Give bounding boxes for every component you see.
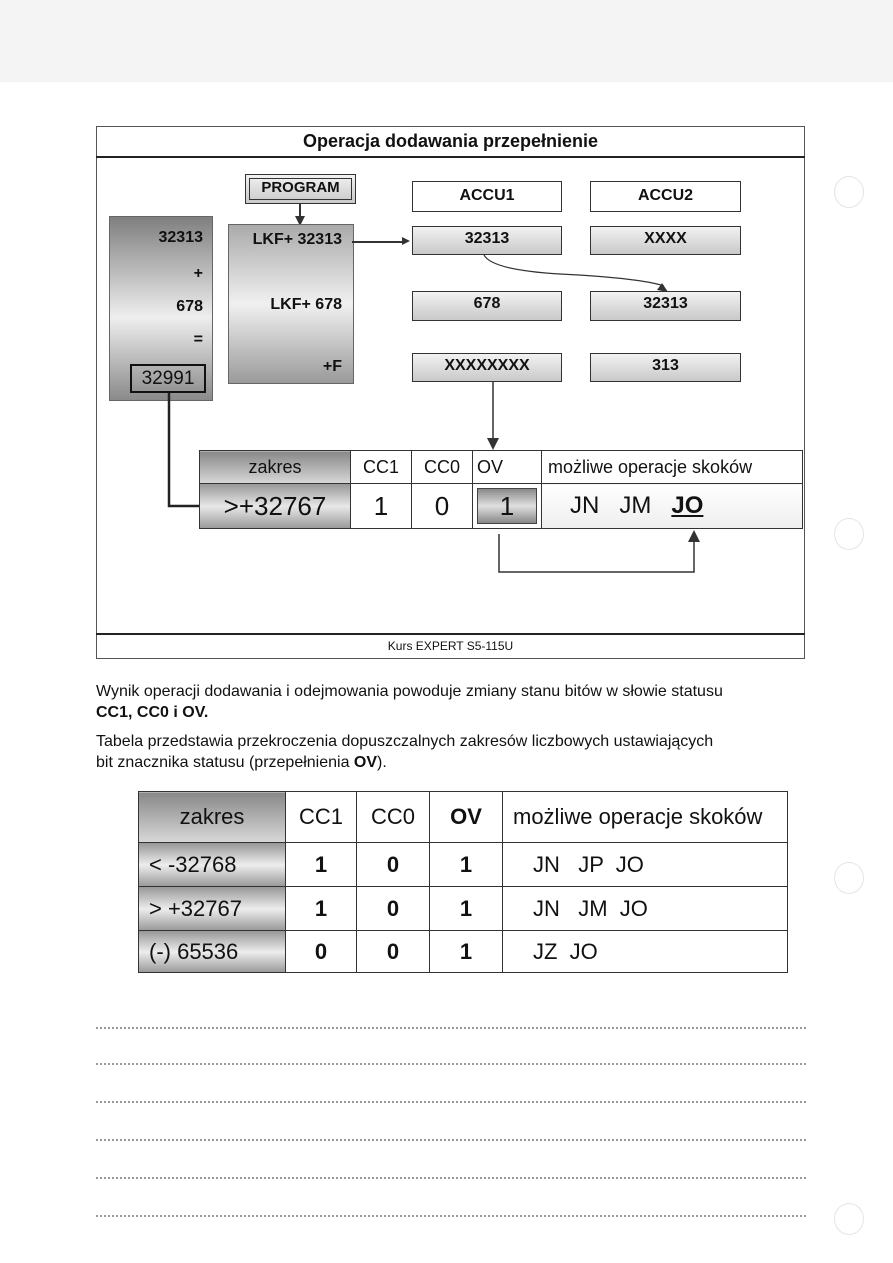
paragraph-2-ov: OV bbox=[353, 754, 378, 771]
note-line bbox=[96, 1101, 806, 1103]
note-line bbox=[96, 1139, 806, 1141]
slide-footer: Kurs EXPERT S5-115U bbox=[387, 639, 514, 653]
header-zakres: zakres bbox=[200, 451, 351, 484]
paragraph-2-end: ). bbox=[377, 754, 387, 771]
accu1-value-1: 32313 bbox=[412, 226, 562, 255]
result-connector bbox=[169, 393, 200, 506]
range-ops: JZ JO bbox=[503, 931, 788, 973]
row-cc0: 0 bbox=[412, 484, 473, 529]
range-row bbox=[139, 931, 788, 973]
slide-title: Operacja dodawania przepełnienie bbox=[302, 131, 599, 151]
calc-equals: = bbox=[193, 331, 203, 348]
jump-jm: JM bbox=[619, 492, 652, 519]
row-ov-cell bbox=[473, 484, 542, 529]
note-line bbox=[96, 1215, 806, 1217]
row-cc1: 1 bbox=[351, 484, 412, 529]
header-cc0: CC0 bbox=[412, 451, 473, 484]
range-header-cc0: CC0 bbox=[357, 792, 430, 843]
jump-jn: JN bbox=[570, 492, 600, 519]
accu2-value-1: XXXX bbox=[590, 226, 741, 255]
range-row bbox=[139, 843, 788, 887]
row-ov: 1 bbox=[477, 488, 537, 524]
paragraph-2-line-1: Tabela przedstawia przekroczenia dopuszczalnych zakresów liczbowych ustawiających bbox=[96, 733, 714, 750]
calc-operand-a: 32313 bbox=[158, 229, 203, 246]
range-cc1: 1 bbox=[286, 843, 357, 887]
note-line bbox=[96, 1063, 806, 1065]
range-table bbox=[138, 791, 788, 973]
binder-hole bbox=[834, 1203, 864, 1235]
program-line-1: LKF+ 32313 bbox=[252, 231, 342, 248]
range-zakres: (-) 65536 bbox=[139, 931, 286, 973]
header-ov: OV bbox=[473, 451, 542, 484]
paragraph-2 bbox=[96, 731, 808, 773]
row-zakres: >+32767 bbox=[200, 484, 351, 529]
range-header-ov: OV bbox=[430, 792, 503, 843]
paragraph-1-line-2: CC1, CC0 i OV. bbox=[96, 704, 209, 721]
calc-plus: + bbox=[193, 265, 203, 282]
accu2-value-3: 313 bbox=[590, 353, 741, 382]
program-line-3: +F bbox=[322, 358, 342, 375]
program-label: PROGRAM bbox=[245, 174, 356, 204]
calc-result: 32991 bbox=[130, 364, 206, 393]
range-cc1: 0 bbox=[286, 931, 357, 973]
calc-operand-b: 678 bbox=[176, 298, 203, 315]
accu1-value-2: 678 bbox=[412, 291, 562, 321]
range-row bbox=[139, 887, 788, 931]
paragraph-1-line-1: Wynik operacji dodawania i odejmowania powoduje zmiany stanu bitów w słowie statusu bbox=[96, 683, 723, 700]
range-ov: 1 bbox=[430, 843, 503, 887]
ov-arrow-head bbox=[487, 438, 499, 450]
jump-arrow-head bbox=[688, 530, 700, 542]
row-jumps bbox=[542, 484, 803, 529]
transfer-arrow bbox=[484, 255, 664, 286]
range-zakres: > +32767 bbox=[139, 887, 286, 931]
note-line bbox=[96, 1027, 806, 1029]
header-ops: możliwe operacje skoków bbox=[542, 451, 803, 484]
range-header-ops: możliwe operacje skoków bbox=[503, 792, 788, 843]
range-header-zakres: zakres bbox=[139, 792, 286, 843]
jump-connector bbox=[499, 534, 694, 572]
range-cc1: 1 bbox=[286, 887, 357, 931]
range-header-cc1: CC1 bbox=[286, 792, 357, 843]
range-cc0: 0 bbox=[357, 931, 430, 973]
paragraph-2-text: bit znacznika statusu (przepełnienia bbox=[96, 754, 354, 771]
range-ops: JN JP JO bbox=[503, 843, 788, 887]
range-ops: JN JM JO bbox=[503, 887, 788, 931]
header-cc1: CC1 bbox=[351, 451, 412, 484]
paragraph-2-line-2 bbox=[96, 752, 808, 773]
range-ov: 1 bbox=[430, 887, 503, 931]
program-line-2: LKF+ 678 bbox=[270, 296, 342, 313]
range-ov: 1 bbox=[430, 931, 503, 973]
range-cc0: 0 bbox=[357, 887, 430, 931]
accu1-label: ACCU1 bbox=[412, 181, 562, 212]
accu1-value-3: XXXXXXXX bbox=[412, 353, 562, 382]
paragraph-1 bbox=[96, 681, 808, 723]
note-line bbox=[96, 1177, 806, 1179]
range-cc0: 0 bbox=[357, 843, 430, 887]
binder-hole bbox=[834, 862, 864, 894]
range-zakres: < -32768 bbox=[139, 843, 286, 887]
accu2-label: ACCU2 bbox=[590, 181, 741, 212]
jump-jo: JO bbox=[671, 492, 704, 519]
slide-status-table bbox=[199, 450, 803, 529]
accu2-value-2: 32313 bbox=[590, 291, 741, 321]
